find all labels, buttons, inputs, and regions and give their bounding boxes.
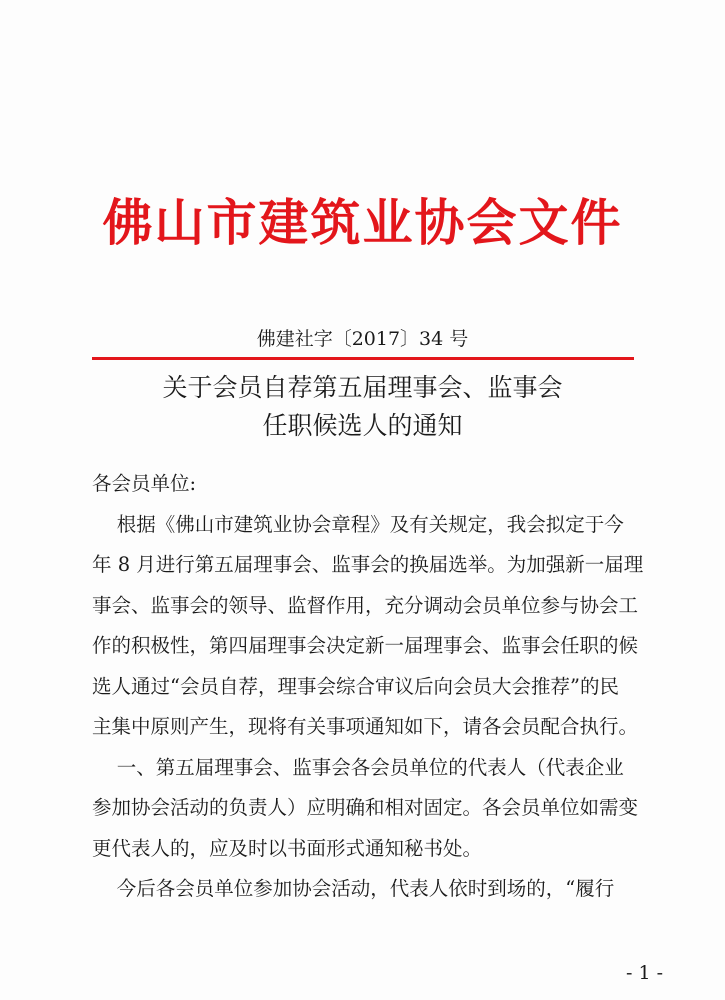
body-line: 一、第五届理事会、监事会各会员单位的代表人（代表企业 <box>92 755 624 779</box>
body-line: 根据《佛山市建筑业协会章程》及有关规定，我会拟定于今 <box>92 512 624 536</box>
notice-title <box>0 369 725 445</box>
body-line: 选人通过“会员自荐，理事会综合审议后向会员大会推荐”的民 <box>92 674 619 698</box>
document-header-title: 佛山市建筑业协会文件 <box>102 194 623 252</box>
body-line: 事会、监事会的领导、监督作用，充分调动会员单位参与协会工 <box>92 593 639 617</box>
notice-body <box>92 464 652 910</box>
notice-title-line-2: 任职候选人的通知 <box>262 411 463 440</box>
body-line: 作的积极性，第四届理事会决定新一届理事会、监事会任职的候 <box>92 634 639 657</box>
document-number: 佛建社字〔2017〕34 号 <box>256 328 469 350</box>
red-divider-line <box>92 357 634 360</box>
salutation: 各会员单位: <box>92 472 197 495</box>
body-line: 今后各会员单位参加协会活动，代表人依时到场的，“履行 <box>92 877 615 900</box>
page-number: - 1 - <box>625 962 663 984</box>
body-line: 更代表人的，应及时以书面形式通知秘书处。 <box>92 836 483 860</box>
body-line: 主集中原则产生，现将有关事项通知如下，请各会员配合执行。 <box>92 715 639 738</box>
notice-title-line-1: 关于会员自荐第五届理事会、监事会 <box>162 373 563 402</box>
body-line: 参加协会活动的负责人）应明确和相对固定。各会员单位如需变 <box>92 796 639 819</box>
body-line: 年 8 月进行第五届理事会、监事会的换届选举。为加强新一届理 <box>92 553 644 576</box>
